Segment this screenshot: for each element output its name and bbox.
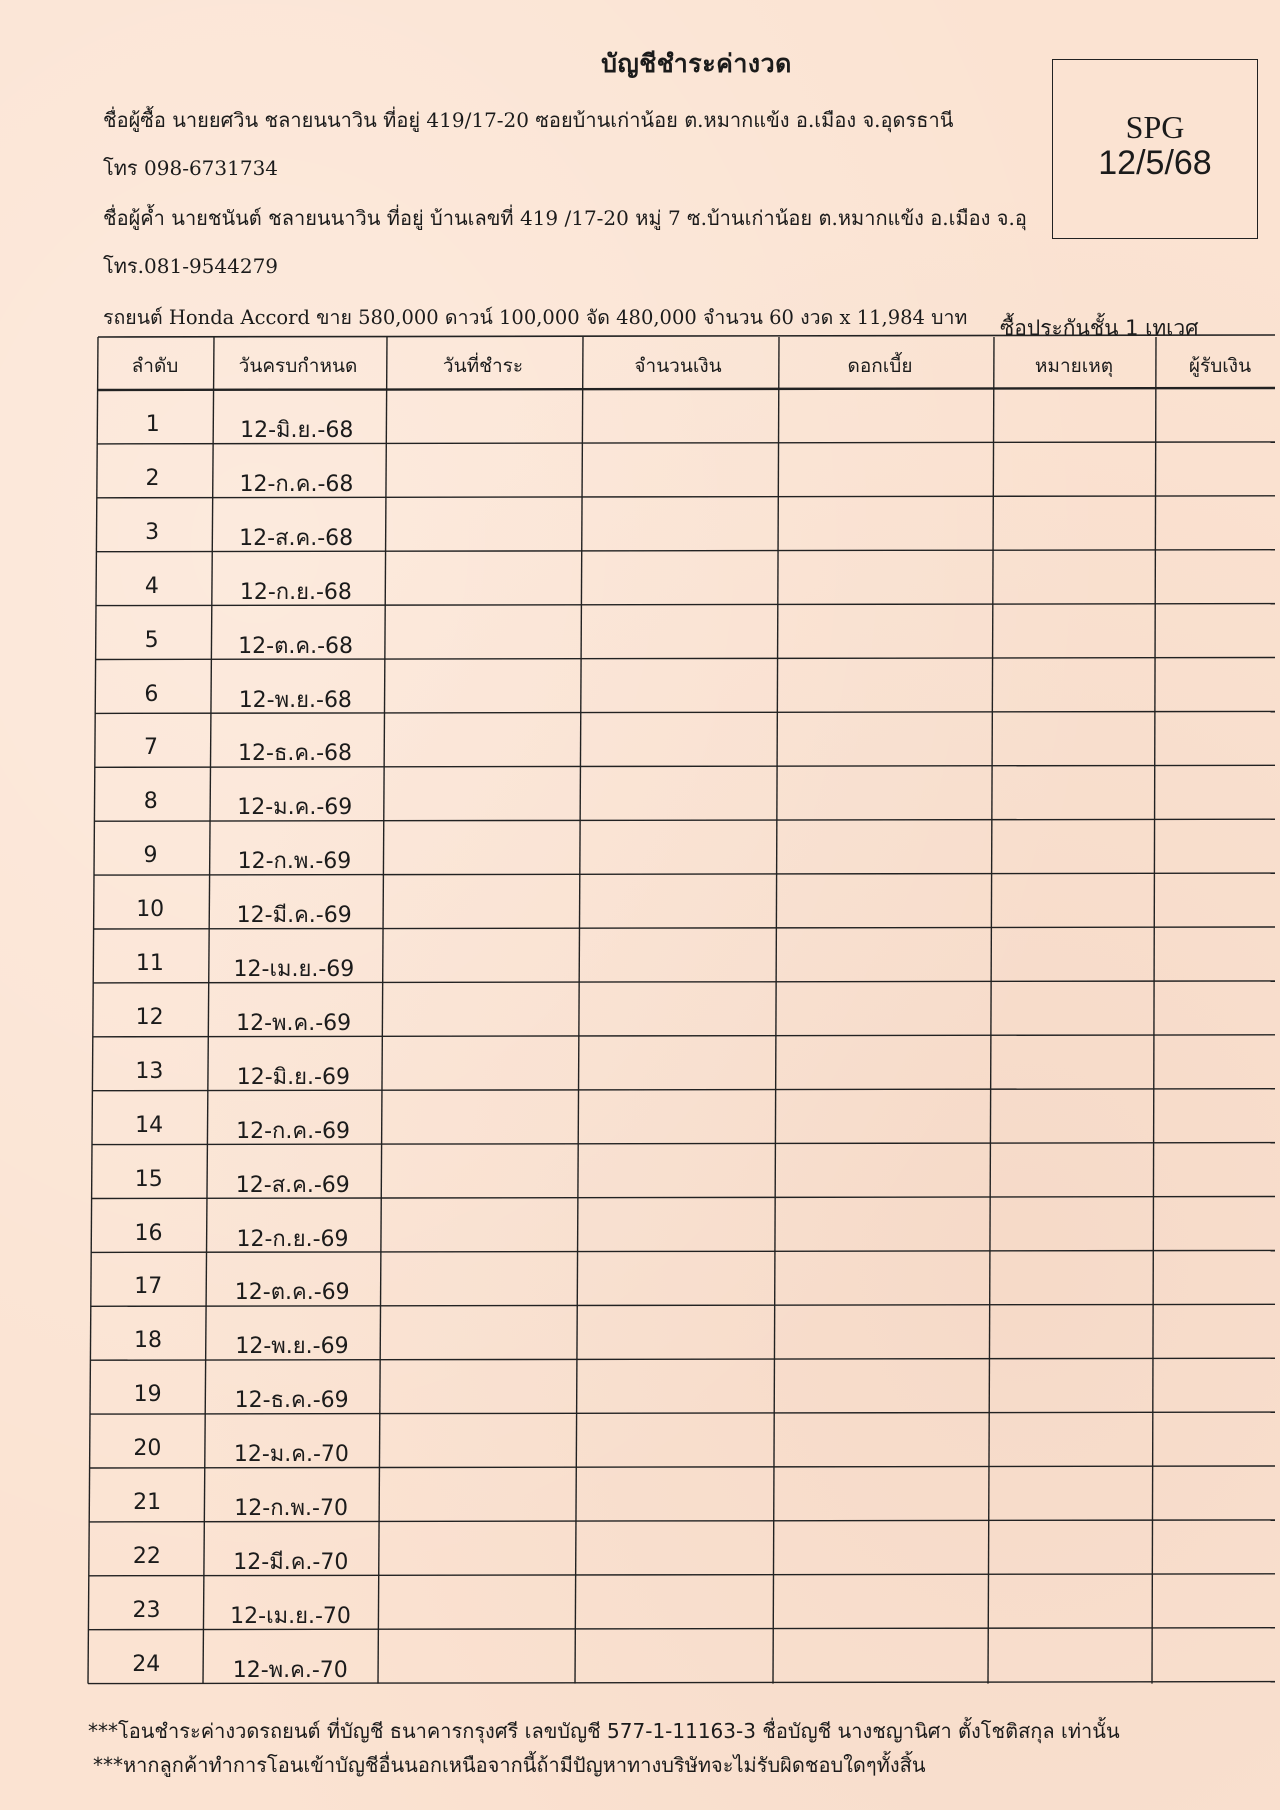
due-date: 12-ส.ค.-69 (235, 1172, 350, 1198)
column-header: ดอกเบี้ย (847, 355, 913, 377)
car-sale-info: รถยนต์ Honda Accord ขาย 580,000 ดาวน์ 100,000 จัด 480,000 จำนวน 60 งวด x 11,984 บาท (103, 306, 968, 329)
guarantor-phone: โทร.081-9544279 (103, 254, 279, 278)
due-date: 12-พ.ค.-69 (236, 1010, 352, 1036)
installment-number: 18 (133, 1328, 162, 1354)
table-rule (988, 337, 994, 1684)
installment-number: 23 (132, 1597, 161, 1623)
due-date: 12-เม.ย.-70 (230, 1603, 351, 1629)
installment-number: 6 (144, 681, 159, 707)
due-date: 12-ม.ค.-69 (237, 795, 353, 821)
stamp-code: SPG (1125, 109, 1185, 145)
installment-number: 17 (134, 1274, 163, 1300)
installment-number: 10 (136, 897, 165, 923)
installment-number: 22 (132, 1543, 161, 1569)
due-date: 12-ก.ค.-69 (236, 1118, 351, 1144)
stamp-date: 12/5/68 (1098, 144, 1212, 182)
installment-number: 19 (133, 1382, 162, 1408)
due-date: 12-มี.ค.-69 (236, 903, 352, 929)
due-date: 12-ม.ค.-70 (233, 1442, 349, 1468)
due-date: 12-พ.ค.-70 (232, 1657, 348, 1683)
installment-number: 11 (135, 951, 164, 976)
installment-number: 15 (134, 1166, 163, 1192)
table-rule (1152, 337, 1156, 1684)
table-rule (97, 388, 1275, 390)
due-date: 12-ก.พ.-69 (237, 849, 352, 875)
due-date: 12-ก.ย.-69 (236, 1226, 349, 1252)
due-date: 12-พ.ย.-68 (238, 687, 352, 713)
insurance-note: ซื้อประกันชั้น 1 เทเวศ (1000, 316, 1199, 340)
due-date: 12-ก.ค.-68 (239, 471, 354, 497)
installment-number: 21 (133, 1490, 162, 1515)
footnote-bank-account: ***โอนชำระค่างวดรถยนต์ ที่บัญชี ธนาคารกรุงศรี เลขบัญชี 577-1-11163-3 ชื่อบัญชี นางชญานิศา ตั้งโชติสกุล เท่านั้น (88, 1719, 1120, 1743)
due-date: 12-ส.ค.-68 (239, 525, 354, 551)
installment-number: 12 (135, 1004, 164, 1030)
column-header: ลำดับ (131, 355, 179, 377)
due-date: 12-ต.ค.-68 (238, 633, 354, 659)
due-date: 12-ก.ย.-68 (239, 579, 352, 605)
table-rule (773, 337, 779, 1684)
due-date: 12-เม.ย.-69 (233, 957, 355, 982)
due-date: 12-ต.ค.-69 (234, 1280, 350, 1306)
buyer-phone: โทร 098-6731734 (103, 156, 279, 180)
due-date: 12-ธ.ค.-68 (238, 741, 353, 767)
installment-number: 1 (145, 412, 160, 437)
due-date: 12-พ.ย.-69 (235, 1334, 349, 1360)
table-rule (88, 337, 98, 1684)
table-rule (575, 337, 583, 1684)
column-header: หมายเหตุ (1034, 355, 1114, 377)
due-date: 12-มี.ค.-70 (233, 1549, 349, 1575)
installment-number: 14 (135, 1112, 164, 1138)
footnote-disclaimer: ***หากลูกค้าทำการโอนเข้าบัญชีอื่นนอกเหนือจากนี้ถ้ามีปัญหาทางบริษัทจะไม่รับผิดชอบใดๆทั้งสิ้น (93, 1753, 926, 1777)
column-header: ผู้รับเงิน (1188, 355, 1252, 377)
installment-number: 7 (144, 735, 159, 761)
column-header: วันที่ชำระ (442, 355, 524, 377)
due-date: 12-ธ.ค.-69 (234, 1388, 349, 1414)
guarantor-info: ชื่อผู้ค้ำ นายชนันต์ ชลายนนาวิน ที่อยู่ บ้านเลขที่ 419 /17-20 หมู่ 7 ซ.บ้านเก่าน้อย ต.หมากแข้ง อ.เมือง จ.อุ (103, 206, 1027, 230)
due-date: 12-มิ.ย.-69 (236, 1064, 350, 1090)
column-header: วันครบกำหนด (238, 355, 358, 377)
installment-number: 16 (134, 1220, 163, 1246)
installment-number: 3 (145, 519, 160, 545)
installment-number: 8 (143, 789, 158, 815)
column-header: จำนวนเงิน (634, 355, 722, 377)
installment-number: 2 (145, 465, 160, 491)
installment-number: 9 (143, 843, 158, 869)
installment-number: 24 (132, 1651, 161, 1677)
installment-number: 4 (144, 573, 159, 599)
installment-number: 5 (144, 627, 159, 653)
installment-number: 20 (133, 1436, 162, 1462)
buyer-info: ชื่อผู้ซื้อ นายยศวิน ชลายนนาวิน ที่อยู่ 419/17-20 ซอยบ้านเก่าน้อย ต.หมากแข้ง อ.เมือง จ.อุดรธานี (103, 108, 954, 132)
due-date: 12-มิ.ย.-68 (240, 418, 354, 443)
due-date: 12-ก.พ.-70 (234, 1496, 348, 1521)
installment-number: 13 (135, 1058, 164, 1084)
document-title: บัญชีชำระค่างวด (601, 49, 792, 78)
table-rule (98, 335, 1275, 337)
